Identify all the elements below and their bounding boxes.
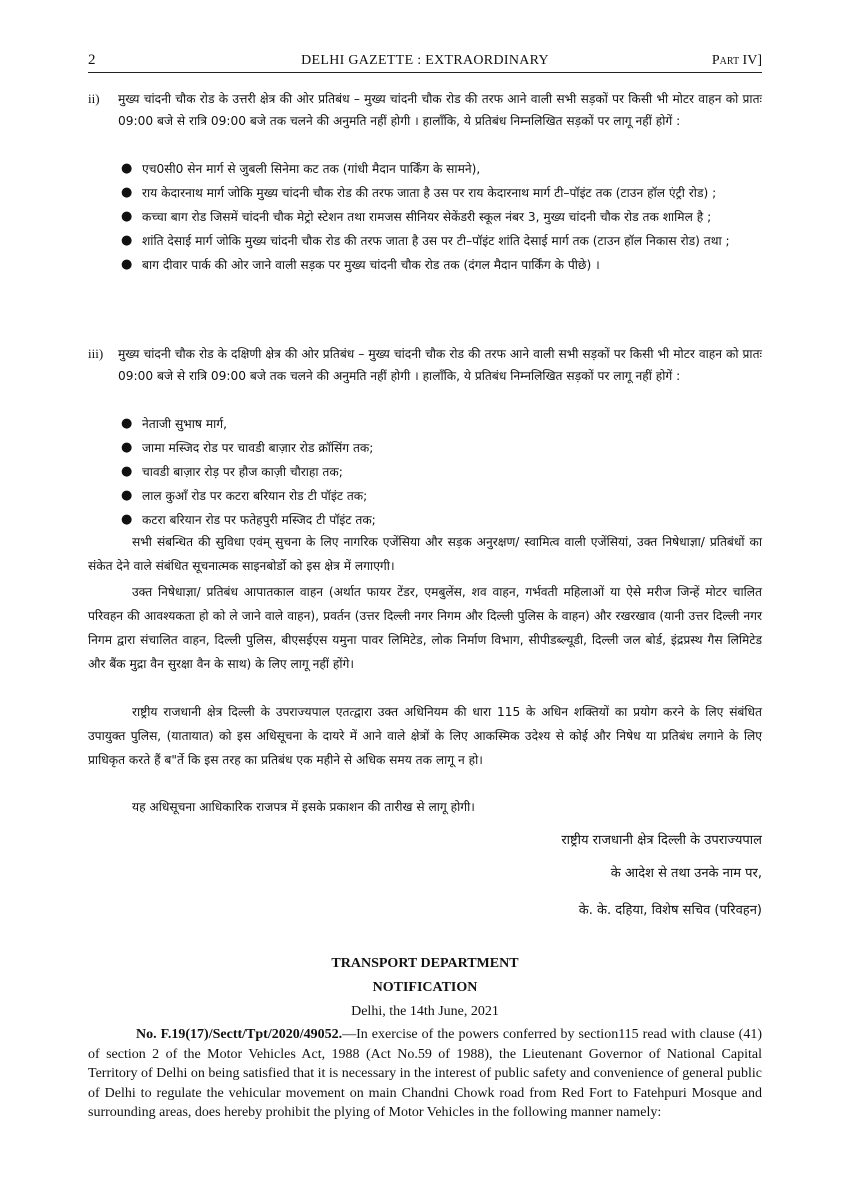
bullet-icon: ● <box>121 185 133 200</box>
notification-text: —In exercise of the powers conferred by section115 read with clause (41) of section 2 of the Motor Vehicles Act, 1988 (Act No.59 of 1988), the Lieutenant Governor of National Capital Territory of Delhi on being satisfied that it is necessary in the interest of public safety and convenience of general public of Delhi to regulate the vehicular movement on main Chandni Chowk road from Red Fort to Fatehpuri Mosque and surrounding areas, does hereby prohibit the plying of Motor Vehicles in the following manner namely: <box>88 1027 763 1120</box>
section-iii-label: iii) <box>88 346 104 361</box>
list-item: ● बाग दीवार पार्क की ओर जाने वाली सड़क पर मुख्य चांदनी चौक रोड तक (दंगल मैदान पार्किंग के पीछे) । <box>118 254 762 276</box>
bullet-icon: ● <box>121 233 133 248</box>
notification-date: Delhi, the 14th June, 2021 <box>351 1004 499 1019</box>
section-ii-label: ii) <box>88 91 100 106</box>
part-label: Part IV] <box>711 53 762 68</box>
notification-heading: NOTIFICATION <box>372 980 478 995</box>
list-item: ● चावडी बाज़ार रोड़ पर हौज काज़ी चौराहा तक; <box>118 461 762 483</box>
paragraph-signboards: सभी संबन्धित की सुविधा एवंम् सुचना के लिए नागरिक एजेंसिया और सड़क अनुरक्षण/ स्वामित्व वाली एजेंसियां, उक्त निषेधाज्ञा/ प्रतिबंधों का संकेत देने वाले संबंधित सूचनात्मक साइनबोर्डो को इस क्षेत्र में लगाएगी। <box>88 535 762 573</box>
paragraph-exemptions: उक्त निषेधाज्ञा/ प्रतिबंध आपातकाल वाहन (अर्थात फायर टेंडर, एमबुलेंस, शव वाहन, गर्भवती महिलाओं या ऐसे मरीज जिन्हें मोटर चालित परिवहन की आवश्यकता हो को ले जाने वाले वाहन), प्रवर्तन (उत्तर दिल्ली नगर निगम और दिल्ली पुलिस के वाहन) और रखरखाव (यानी उत्तर दिल्ली नगर निगम द्वारा संचालित वाहन, दिल्ली पुलिस, बीएसईएस यमुना पावर लिमिटेड, लोक निर्माण विभाग, सीपीडब्ल्यूडी, दिल्ली जल बोर्ड, इंद्रप्रस्थ गैस लिमिटेड और बैंक मुद्रा वैन सुरक्षा वैन के साथ) के लिए लागू नहीं होंगे। <box>88 585 762 671</box>
bullet-icon: ● <box>121 440 133 455</box>
list-item: ● नेताजी सुभाष मार्ग, <box>118 413 762 435</box>
page-number: 2 <box>88 52 96 68</box>
notification-body <box>88 1025 762 1123</box>
department-heading: TRANSPORT DEPARTMENT <box>331 956 519 971</box>
header-rule <box>88 72 762 73</box>
bullet-icon: ● <box>121 209 133 224</box>
section-iii-bullets <box>118 413 762 533</box>
paragraph-effective: यह अधिसूचना आधिकारिक राजपत्र में इसके प्रकाशन की तारीख से लागू होगी। <box>132 800 475 814</box>
signature-line-1: राष्ट्रीय राजधानी क्षेत्र दिल्ली के उपराज्यपाल <box>561 833 762 848</box>
signature-line-3: के. के. दहिया, विशेष सचिव (परिवहन) <box>578 903 762 918</box>
bullet-icon: ● <box>121 488 133 503</box>
list-item: ● राय केदारनाथ मार्ग जोकि मुख्य चांदनी चौक रोड की तरफ जाता है उस पर राय केदारनाथ मार्ग टी–पॉइंट तक (टाउन हॉल एंट्री रोड) ; <box>118 182 762 204</box>
notification-number: No. F.19(17)/Sectt/Tpt/2020/49052. <box>136 1027 343 1042</box>
bullet-icon: ● <box>121 416 133 431</box>
paragraph-authorization: राष्ट्रीय राजधानी क्षेत्र दिल्ली के उपराज्यपाल एतत्द्वारा उक्त अधिनियम की धारा 115 के अधिन शक्तियों का प्रयोग करने के लिए संबंधित उपायुक्त पुलिस, (यातायात) को इस अधिसूचना के दायरे में आने वाले क्षेत्रों के लिए आकस्मिक उदेश्य से कोई और निषेध या प्रतिबंध लगाने के लिए प्राधिकृत करते हैं ब"र्ते कि इस तरह का प्रतिबंध एक महीने से अधिक समय तक लागू न हो। <box>88 705 762 767</box>
list-item: ● शांति देसाई मार्ग जोकि मुख्य चांदनी चौक रोड की तरफ जाता है उस पर टी–पॉइंट शांति देसाई मार्ग तक (टाउन हॉल निकास रोड) तथा ; <box>118 230 762 252</box>
page-header <box>88 50 762 72</box>
list-item: ● एच0सी0 सेन मार्ग से जुबली सिनेमा कट तक (गांधी मैदान पार्किंग के सामने), <box>118 158 762 180</box>
list-item: ● जामा मस्जिद रोड पर चावडी बाज़ार रोड क्रॉसिंग तक; <box>118 437 762 459</box>
section-ii <box>88 88 762 338</box>
list-item: ● कटरा बरियान रोड पर फतेहपुरी मस्जिद टी पॉइंट तक; <box>118 509 762 531</box>
signature-line-2: के आदेश से तथा उनके नाम पर, <box>610 866 762 881</box>
gazette-title: DELHI GAZETTE : EXTRAORDINARY <box>301 53 549 68</box>
bullet-icon: ● <box>121 161 133 176</box>
section-ii-bullets <box>118 158 762 278</box>
section-ii-text: मुख्य चांदनी चौक रोड के उत्तरी क्षेत्र की ओर प्रतिबंध – मुख्य चांदनी चौक रोड की तरफ आने वाली सभी सड़कों पर किसी भी मोटर वाहन को प्रातः 09:00 बजे से रात्रि 09:00 बजे तक चलने की अनुमति नहीं होगी । हालाँकि, ये प्रतिबंध निम्नलिखित सड़कों पर लागू नहीं होगें : <box>118 92 762 128</box>
list-item: ● लाल कुऑं रोड पर कटरा बरियान रोड टी पॉइंट तक; <box>118 485 762 507</box>
bullet-icon: ● <box>121 464 133 479</box>
list-item: ● कच्चा बाग रोड जिसमें चांदनी चौक मेट्रो स्टेशन तथा रामजस सीनियर सेकेंडरी स्कूल नंबर 3, मुख्य चांदनी चौक रोड तक शामिल है ; <box>118 206 762 228</box>
bullet-icon: ● <box>121 257 133 272</box>
bullet-icon: ● <box>121 512 133 527</box>
section-iii-text: मुख्य चांदनी चौक रोड के दक्षिणी क्षेत्र की ओर प्रतिबंध – मुख्य चांदनी चौक रोड की तरफ आने वाली सभी सड़कों पर किसी भी मोटर वाहन को प्रातः 09:00 बजे से रात्रि 09:00 बजे तक चलने की अनुमति नहीं होगी । हालाँकि, ये प्रतिबंध निम्नलिखित सड़कों पर लागू नहीं होगें : <box>118 347 762 383</box>
section-iii <box>88 343 762 527</box>
